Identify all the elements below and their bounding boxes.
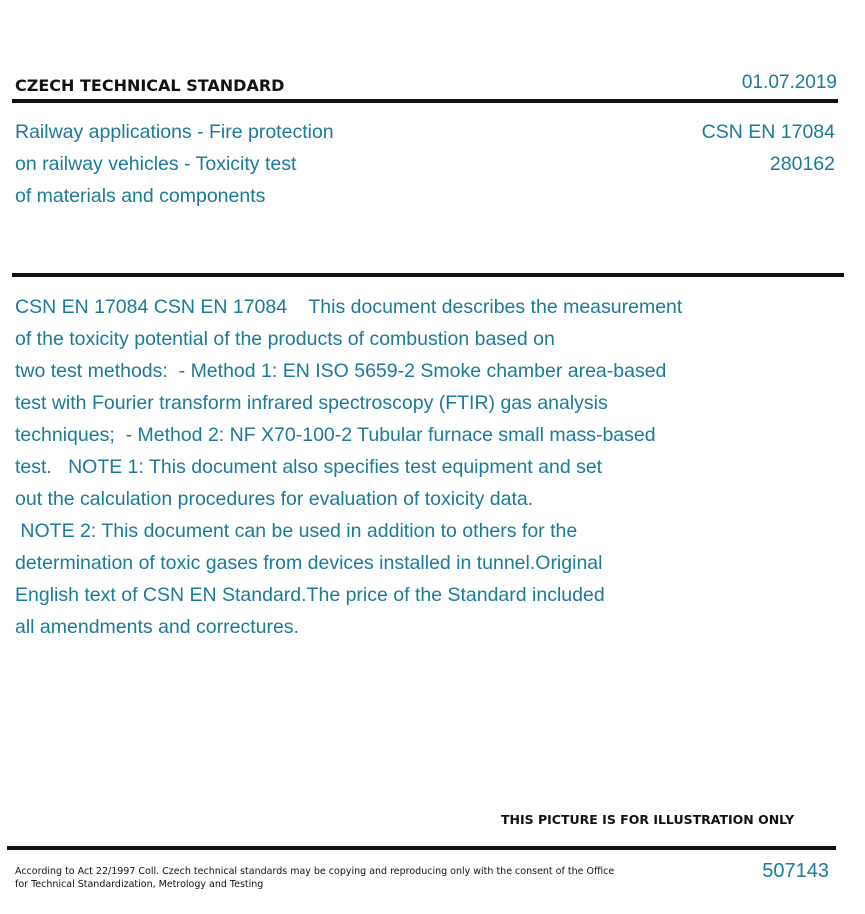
abstract-line: CSN EN 17084 CSN EN 17084 This document describes the measurement (15, 296, 683, 318)
illustration-note: THIS PICTURE IS FOR ILLUSTRATION ONLY (501, 812, 795, 827)
abstract-line: techniques; - Method 2: NF X70-100-2 Tubular furnace small mass-based (15, 424, 656, 446)
legal-line: According to Act 22/1997 Coll. Czech technical standards may be copying and reproducing only with the consent of the Office (15, 866, 615, 877)
abstract-line: NOTE 2: This document can be used in addition to others for the (15, 520, 578, 542)
abstract-line: all amendments and correctures. (15, 616, 299, 638)
document-number: 507143 (762, 860, 829, 882)
footer-divider (7, 846, 836, 850)
header-divider (12, 99, 838, 103)
standard-title (15, 116, 334, 212)
legal-notice (15, 865, 614, 891)
abstract-line: test. NOTE 1: This document also specifies test equipment and set (15, 456, 603, 478)
title-line: of materials and components (15, 185, 266, 207)
abstract-line: out the calculation procedures for evaluation of toxicity data. (15, 488, 534, 510)
standard-code: CSN EN 17084 (701, 121, 835, 143)
abstract-line: English text of CSN EN Standard.The price of the Standard included (15, 584, 605, 606)
abstract-line: of the toxicity potential of the products of combustion based on (15, 328, 555, 350)
publication-date: 01.07.2019 (741, 72, 837, 93)
abstract-line: determination of toxic gases from devices installed in tunnel.Original (15, 552, 603, 574)
title-line: on railway vehicles - Toxicity test (15, 153, 297, 175)
abstract-line: two test methods: - Method 1: EN ISO 5659-2 Smoke chamber area-based (15, 360, 667, 382)
class-number: 280162 (769, 153, 835, 175)
legal-line: for Technical Standardization, Metrology and Testing (15, 879, 264, 890)
standard-codes (702, 116, 835, 180)
title-divider (12, 273, 844, 277)
abstract-line: test with Fourier transform infrared spectroscopy (FTIR) gas analysis (15, 392, 608, 414)
title-line: Railway applications - Fire protection (15, 121, 334, 143)
abstract-text (15, 291, 682, 643)
standard-type-label: CZECH TECHNICAL STANDARD (15, 76, 285, 95)
